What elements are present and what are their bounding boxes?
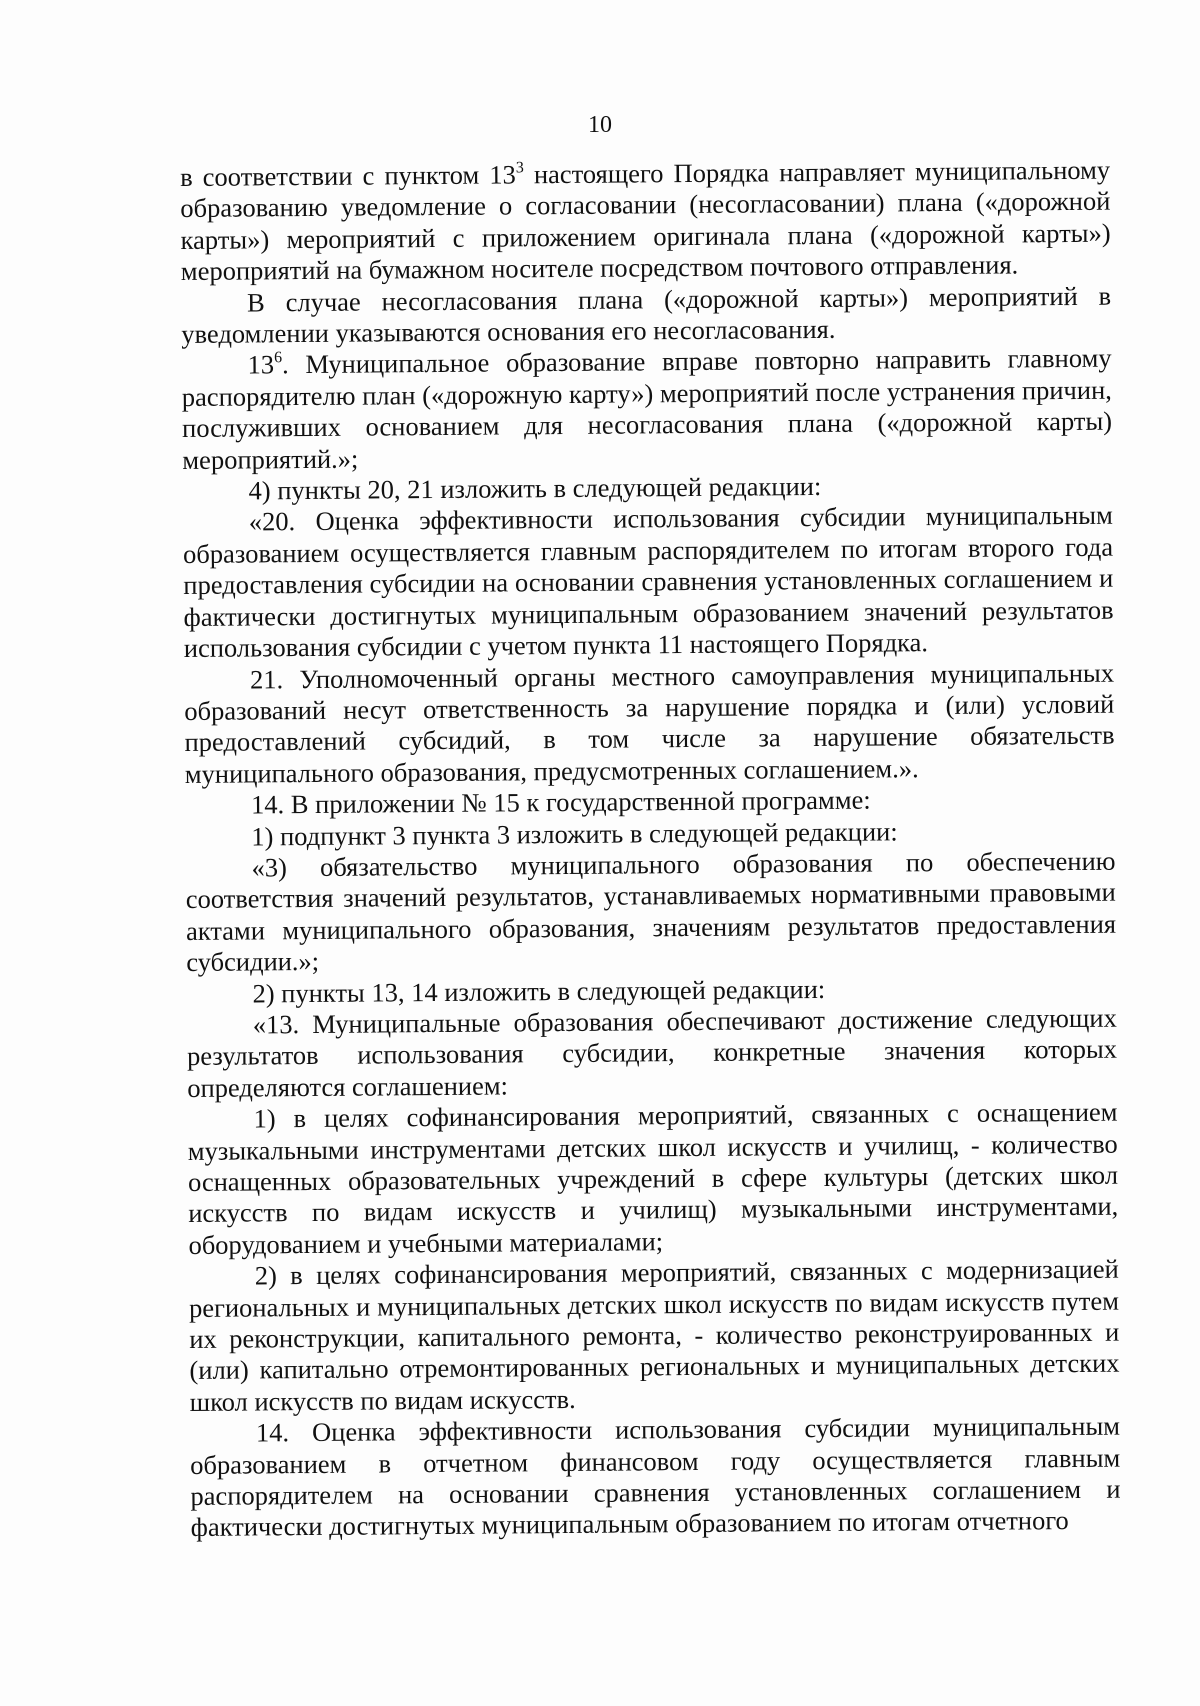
superscript: 6 (273, 349, 283, 367)
paragraph-list-item-2: 2) в целях софинансирования мероприятий, связанных с модернизацией региональных и муниципальных детских школ искусств по видам искусств путем их реконструкции, капитального ремонта, - количество реконструированных и (или) капитально отремонтированных региональных и муниципальных детских школ искусств по видам искусств. (188, 1253, 1120, 1417)
clause-number: 13 (247, 349, 275, 380)
paragraph: 1) подпункт 3 пункта 3 изложить в следующей редакции: (251, 815, 898, 851)
paragraph-text: . Муниципальное образование вправе повторно направить главному распорядителю план («дорожную карту») мероприятий после устранения причин, послуживших основанием для несогласования плана («дорожной карты) мероприятий.»; (181, 343, 1113, 475)
paragraph: 4) пункты 20, 21 изложить в следующей редакции: (248, 471, 822, 506)
superscript: 3 (515, 159, 524, 177)
paragraph: В случае несогласования плана («дорожной карты») мероприятий в уведомлении указываются основания его несогласования. (181, 280, 1112, 350)
paragraph-clause-13-6 (181, 343, 1112, 476)
paragraph-clause-14: 14. Оценка эффективности использования субсидии муниципальным образованием в отчетном финансовом году осуществляется главным распорядителем на основании сравнения установленных соглашением и фактически достигнутых муниципальным образованием по итогам отчетного (190, 1410, 1121, 1543)
paragraph-list-item-1: 1) в целях софинансирования мероприятий, связанных с оснащением музыкальными инструментами детских школ искусств и училищ, - количество оснащенных образовательных учреждений в сфере культуры (детских школ искусств по видам искусств и училищ) музыкальными инструментами, оборудованием и учебными материалами; (187, 1096, 1119, 1260)
paragraph-text: в соответствии с пунктом 13 (180, 159, 516, 192)
paragraph-item-14: 14. В приложении № 15 к государственной программе: (250, 784, 871, 820)
paragraph-subclause-3: «3) обязательство муниципального образования по обеспечению соответствия значений результатов, устанавливаемых нормативными правовыми актами муниципального образования, значениям результатов предоставления субсидии.»; (185, 845, 1117, 978)
document-body (180, 155, 1121, 1544)
paragraph-clause-20: «20. Оценка эффективности использования субсидии муниципальным образованием осуществляется главным распорядителем по итогам второго года предоставления субсидии на основании сравнения установленных соглашением и фактически достигнутых муниципальным образованием значений результатов использования субсидии с учетом пункта 11 настоящего Порядка. (182, 500, 1114, 664)
page-number: 10 (588, 112, 612, 138)
paragraph-text: настоящего Порядка направляет муниципальному образованию уведомление о согласовании (несогласовании) плана («дорожной карты») мероприятий с приложением оригинала плана («дорожной карты») мероприятий на бумажном носителе посредством почтового отправления. (180, 154, 1111, 287)
paragraph-clause-13: «13. Муниципальные образования обеспечивают достижение следующих результатов использования субсидии, конкретные значения которых определяются соглашением: (186, 1002, 1118, 1103)
paragraph-clause-21: 21. Уполномоченный органы местного самоуправления муниципальных образований несут ответственность за нарушение порядка и (или) условий предоставлений субсидий, в том числе за нарушение обязательств муниципального образования, предусмотренных соглашением.». (184, 657, 1115, 789)
paragraph: 2) пункты 13, 14 изложить в следующей редакции: (252, 973, 826, 1009)
paragraph-continuation (180, 155, 1111, 288)
